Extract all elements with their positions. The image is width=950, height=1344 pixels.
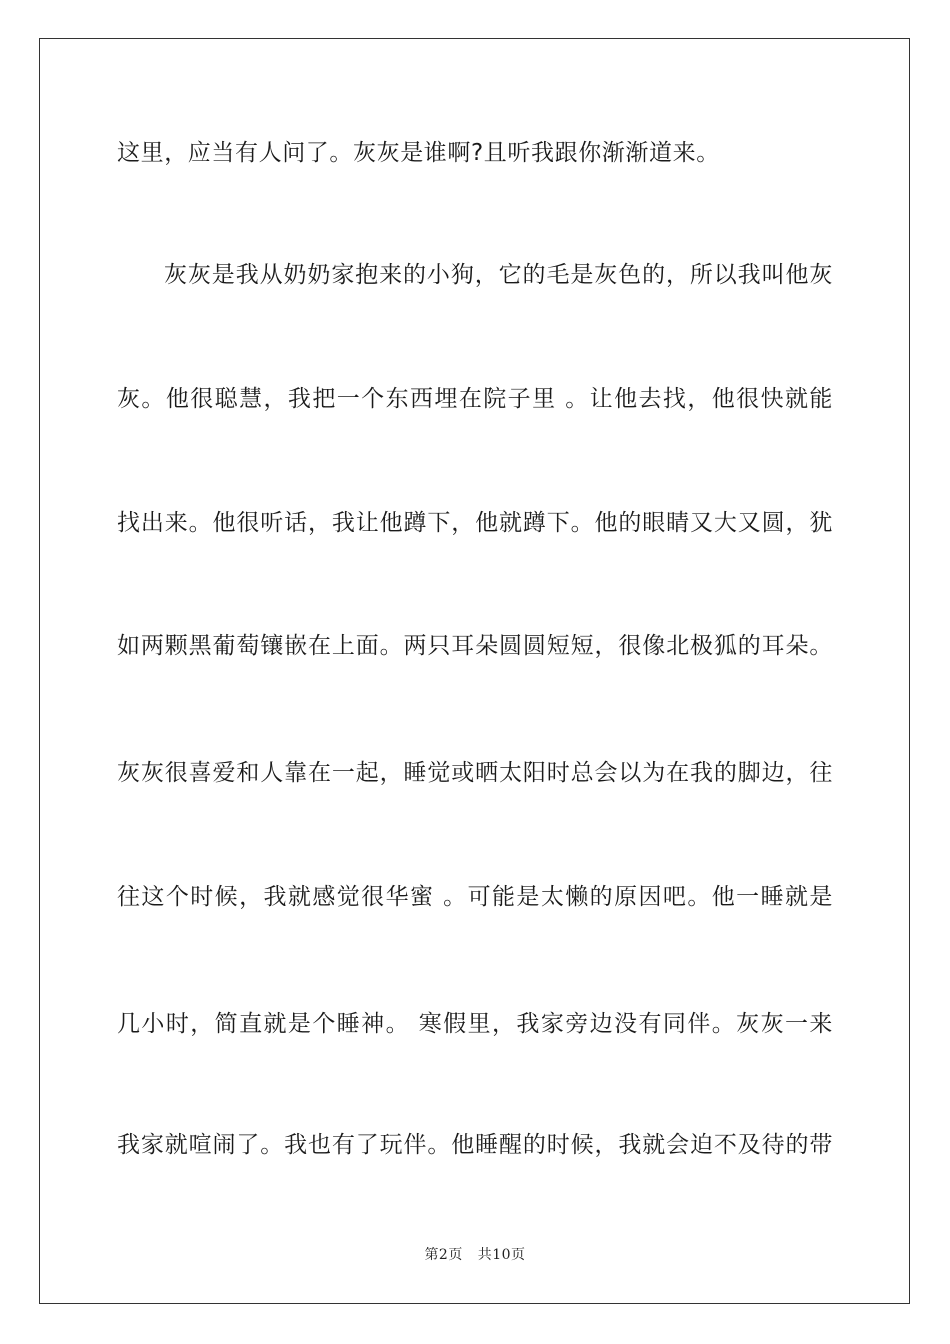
text-line-7: 往这个时候，我就感觉很华蜜 。可能是太懒的原因吧。他一睡就是 (117, 884, 833, 910)
text-line-8: 几小时，简直就是个睡神。 寒假里，我家旁边没有同伴。灰灰一来 (117, 1011, 833, 1037)
text-line-4: 找出来。他很听话，我让他蹲下，他就蹲下。他的眼睛又大又圆，犹 (117, 510, 833, 536)
text-line-1: 这里，应当有人问了。灰灰是谁啊?且听我跟你渐渐道来。 (117, 140, 720, 166)
text-line-3: 灰。他很聪慧，我把一个东西埋在院子里 。让他去找，他很快就能 (117, 386, 833, 412)
text-line-9: 我家就喧闹了。我也有了玩伴。他睡醒的时候，我就会迫不及待的带 (117, 1132, 833, 1158)
page-total: 共10页 (477, 1247, 526, 1263)
text-line-5: 如两颗黑葡萄镶嵌在上面。两只耳朵圆圆短短，很像北极狐的耳朵。 (117, 633, 833, 659)
text-line-6: 灰灰很喜爱和人靠在一起，睡觉或晒太阳时总会以为在我的脚边，往 (117, 760, 833, 786)
page-number: 第2页 (424, 1247, 463, 1263)
page-footer (0, 1246, 950, 1264)
page-frame (39, 38, 910, 1304)
text-line-2: 灰灰是我从奶奶家抱来的小狗，它的毛是灰色的，所以我叫他灰 (164, 262, 833, 288)
